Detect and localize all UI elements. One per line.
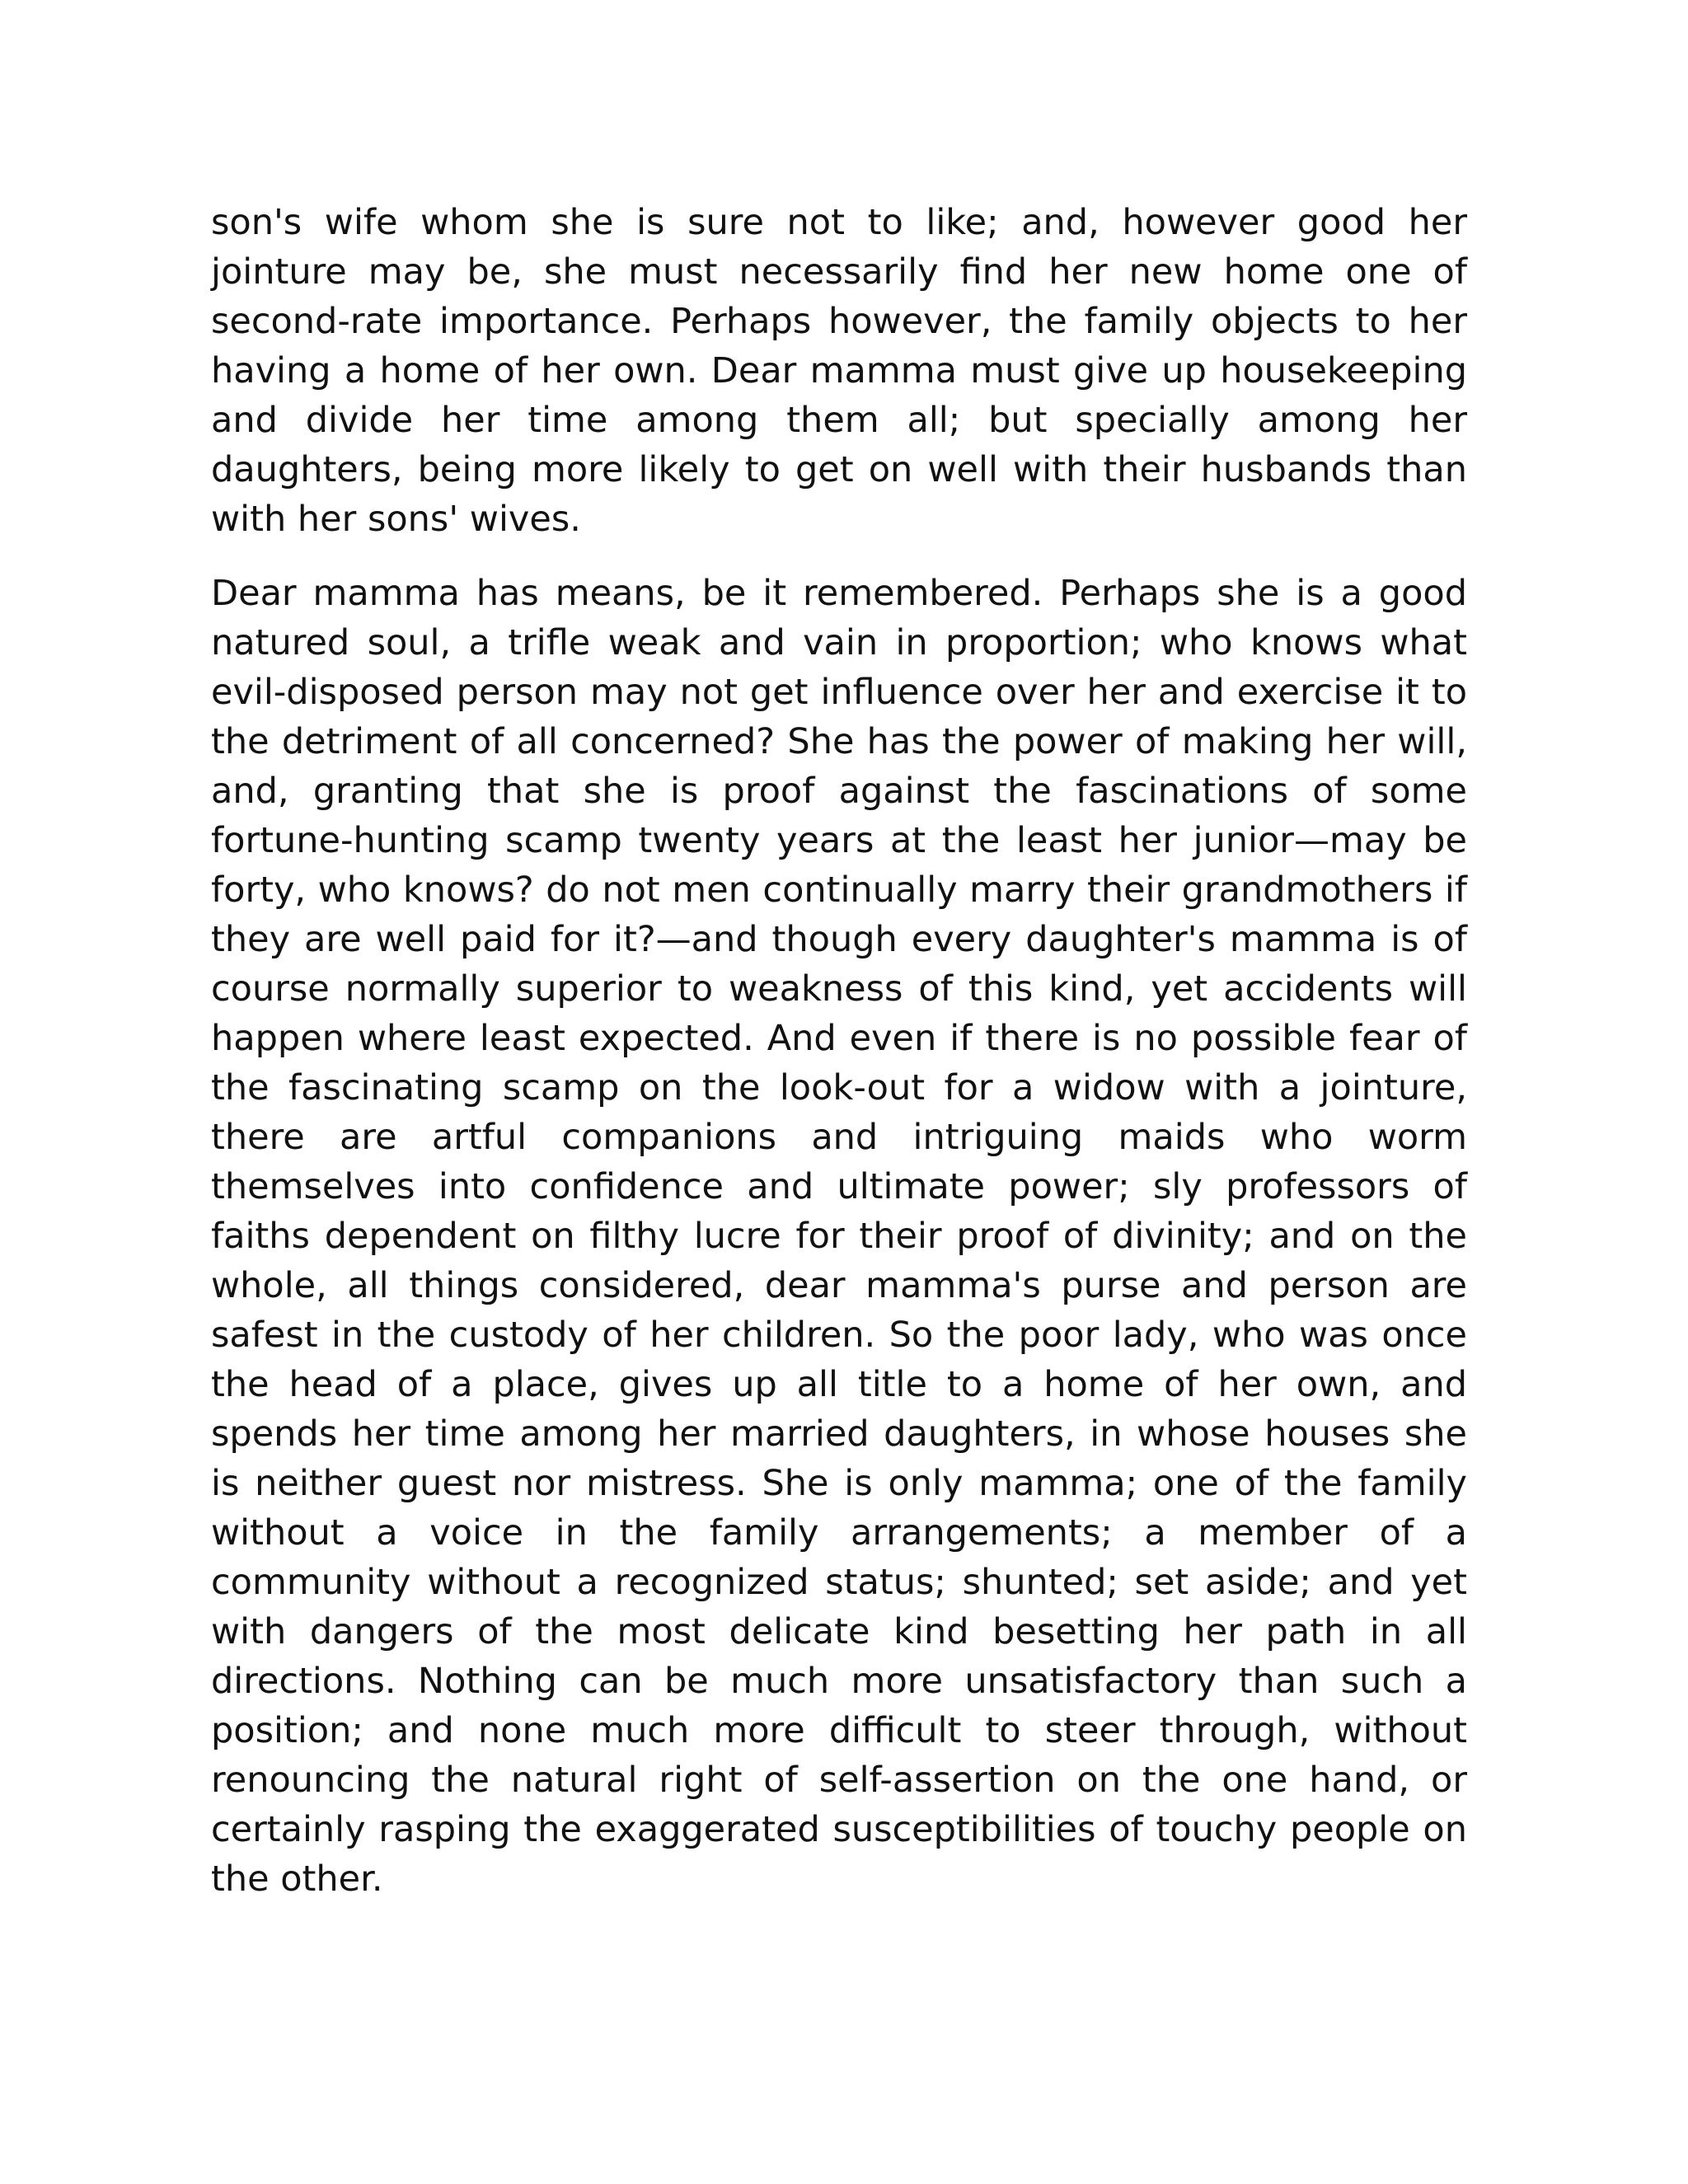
body-text: [211, 198, 1467, 1904]
paragraph-1: son's wife whom she is sure not to like; and, however good her jointure may be, she must necessarily find her new home one of second-rate importance. Perhaps however, the family objects to her having a home of her own. Dear mamma must give up housekeeping and divide her time among them all; but specially among her daughters, being more likely to get on well with their husbands than with her sons' wives.: [211, 202, 1467, 540]
paragraph-2: Dear mamma has means, be it remembered. Perhaps she is a good natured soul, a trifle weak and vain in proportion; who knows what evil-disposed person may not get influence over her and exercise it to the detriment of all concerned? She has the power of making her will, and, granting that she is proof against the fascinations of some fortune-hunting scamp twenty years at the least her junior—may be forty, who knows? do not men continually marry their grandmothers if they are well paid for it?—and though every daughter's mamma is of course normally superior to weakness of this kind, yet accidents will happen where least expected. And even if there is no possible fear of the fascinating scamp on the look-out for a widow with a jointure, there are artful companions and intriguing maids who worm themselves into confidence and ultimate power; sly professors of faiths dependent on filthy lucre for their proof of divinity; and on the whole, all things considered, dear mamma's purse and person are safest in the custody of her children. So the poor lady, who was once the head of a place, gives up all title to a home of her own, and spends her time among her married daughters, in whose houses she is neither guest nor mistress. She is only mamma; one of the family without a voice in the family arrangements; a member of a community without a recognized status; shunted; set aside; and yet with dangers of the most delicate kind besetting her path in all directions. Nothing can be much more unsatisfactory than such a position; and none much more difficult to steer through, without renouncing the natural right of self-assertion on the one hand, or certainly rasping the exaggerated susceptibilities of touchy people on the other.: [211, 573, 1467, 1900]
